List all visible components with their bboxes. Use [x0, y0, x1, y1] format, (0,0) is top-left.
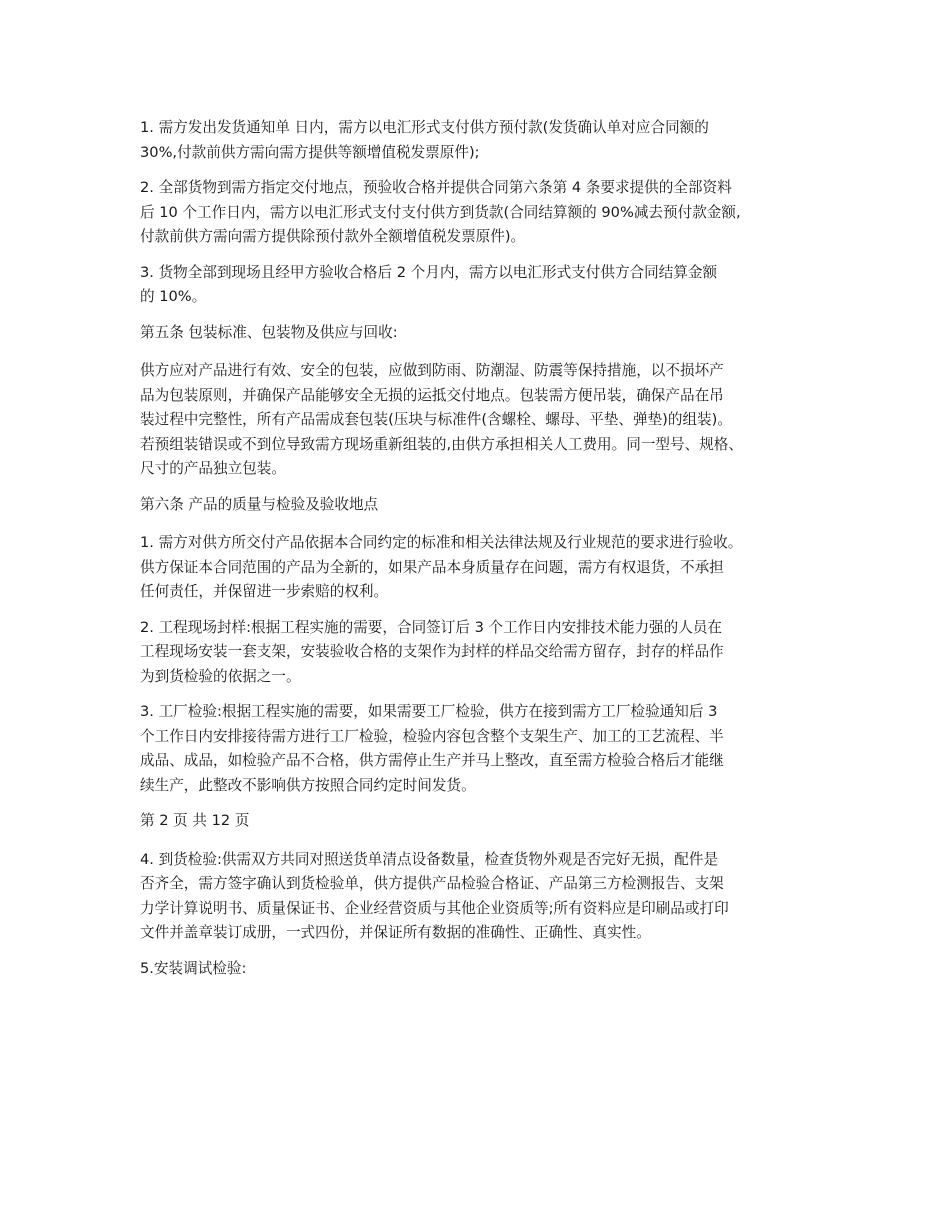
packaging-paragraph: 供方应对产品进行有效、安全的包装，应做到防雨、防潮湿、防震等保持措施，以不损坏产 品为包装原则，并确保产品能够安全无损的运抵交付地点。包装需方便吊装，确保产品在吊 装过程中完整性，所有产品需成套包装(压块与标准件(含螺栓、螺母、平垫、弹垫)的组装)。 若预组装错误或不到位导致需方现场重新组装的,由供方承担相关人工费用。同一型号、规格、 尺寸的产品独立包装。 [140, 362, 743, 477]
page-number: 第 2 页 共 12 页 [140, 812, 250, 829]
document-page [140, 116, 826, 992]
quality-clause-3: 3. 工厂检验:根据工程实施的需要，如果需要工厂检验，供方在接到需方工厂检验通知后 3 个工作日内安排接待需方进行工厂检验，检验内容包含整个支架生产、加工的工艺流程、半 成品、成品，如检验产品不合格，供方需停止生产并马上整改，直至需方检验合格后才能继 续生产，此整改不影响供方按照合同约定时间发货。 [140, 703, 724, 794]
quality-clause-5: 5.安装调试检验: [140, 959, 247, 977]
quality-clause-4: 4. 到货检验:供需双方共同对照送货单清点设备数量，检查货物外观是否完好无损，配件是 否齐全，需方签字确认到货检验单，供方提供产品检验合格证、产品第三方检测报告、支架 力学计算说明书、质量保证书、企业经营资质与其他企业资质等;所有资料应是印刷品或打印 文件并盖章装订成册，一式四份，并保证所有数据的准确性、正确性、真实性。 [140, 850, 729, 941]
quality-clause-2: 2. 工程现场封样:根据工程实施的需要，合同签订后 3 个工作日内安排技术能力强的人员在 工程现场安装一套支架，安装验收合格的支架作为封样的样品交给需方留存，封存的样品作 为到货检验的依据之一。 [140, 618, 724, 685]
quality-clause-1: 1. 需方对供方所交付产品依据本合同约定的标准和相关法律法规及行业规范的要求进行验收。 供方保证本合同范围的产品为全新的，如果产品本身质量存在问题，需方有权退货，不承担 任何责任，并保留进一步索赔的权利。 [140, 534, 743, 600]
payment-clause-2: 2. 全部货物到需方指定交付地点，预验收合格并提供合同第六条第 4 条要求提供的全部资料 后 10 个工作日内，需方以电汇形式支付支付供方到货款(合同结算额的 90%减去预付款金额, 付款前供方需向需方提供除预付款外全额增值税发票原件)。 [140, 179, 741, 245]
section-heading-article-6: 第六条 产品的质量与检验及验收地点 [140, 495, 379, 513]
payment-clause-3: 3. 货物全部到现场且经甲方验收合格后 2 个月内，需方以电汇形式支付供方合同结算金额 的 10%。 [140, 263, 718, 305]
section-heading-article-5: 第五条 包装标准、包装物及供应与回收: [140, 323, 398, 341]
payment-clause-1: 1. 需方发出发货通知单 日内，需方以电汇形式支付供方预付款(发货确认单对应合同额的 30%,付款前供方需向需方提供等额增值税发票原件); [140, 119, 709, 161]
